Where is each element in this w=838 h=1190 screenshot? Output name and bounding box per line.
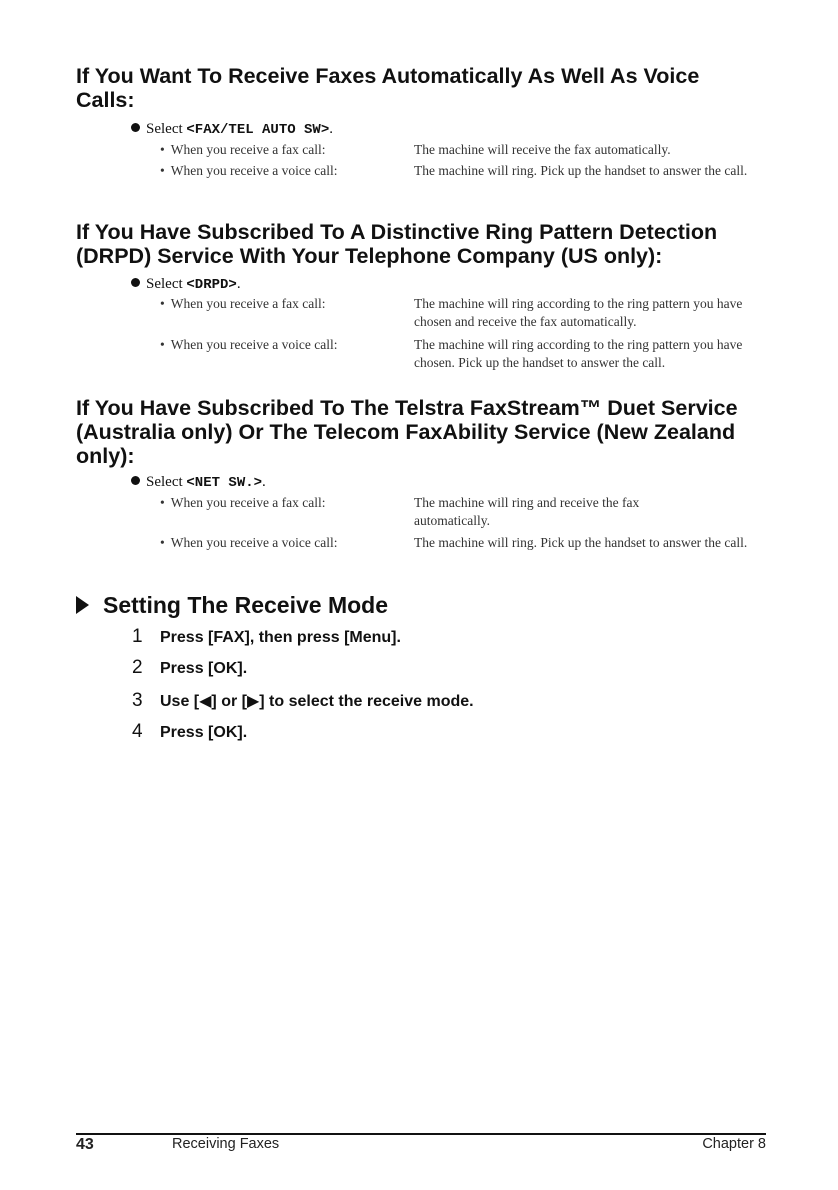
footer-chapter: Chapter 8	[702, 1136, 766, 1152]
select-suffix: .	[236, 276, 241, 292]
heading-line: (DRPD) Service With Your Telephone Company (US only):	[76, 244, 663, 268]
bullet-dot-icon	[131, 278, 140, 287]
step-number: 4	[132, 721, 143, 742]
select-suffix: .	[262, 474, 266, 490]
procedure-step	[132, 690, 474, 713]
case-result: The machine will receive the fax automatically.	[414, 142, 671, 157]
triangle-arrow-icon	[76, 596, 89, 614]
step-text: Use [◀] or [▶] to select the receive mode.	[160, 693, 474, 710]
case-condition: • When you receive a voice call:	[160, 534, 338, 552]
procedure-step	[132, 626, 401, 649]
case-condition: • When you receive a fax call:	[160, 295, 326, 313]
case-result: The machine will ring according to the ring pattern you have chosen. Pick up the handset to answer the call.	[414, 337, 743, 370]
select-code: <FAX/TEL AUTO SW>	[186, 122, 330, 138]
case-result: The machine will ring. Pick up the handset to answer the call.	[414, 163, 748, 178]
heading-line: (Australia only) Or The Telecom FaxAbility Service (New Zealand	[76, 420, 736, 444]
step-text: Press [FAX], then press [Menu].	[160, 629, 401, 646]
step-number: 2	[132, 657, 143, 678]
case-result: The machine will ring according to the ring pattern you have chosen and receive the fax automatically.	[414, 296, 743, 329]
case-condition: • When you receive a voice call:	[160, 336, 338, 354]
case-result: The machine will ring and receive the fax automatically.	[414, 495, 640, 528]
select-instruction	[131, 473, 266, 492]
section-1-heading	[76, 64, 776, 112]
bullet-dot-icon	[131, 123, 140, 132]
select-suffix: .	[329, 121, 333, 137]
bullet-dot-icon	[131, 476, 140, 485]
step-text: Press [OK].	[160, 660, 248, 677]
step-text: Press [OK].	[160, 724, 248, 741]
section-3-heading	[76, 396, 776, 468]
case-result: The machine will ring. Pick up the handset to answer the call.	[414, 535, 748, 550]
heading-line: If You Want To Receive Faxes Automatically As Well As Voice	[76, 64, 700, 88]
section-2-heading	[76, 220, 776, 268]
select-prefix: Select	[146, 121, 187, 137]
case-condition: • When you receive a fax call:	[160, 141, 326, 159]
select-instruction	[131, 275, 241, 294]
procedure-step	[132, 721, 247, 744]
procedure-title-text: Setting The Receive Mode	[103, 592, 389, 618]
step-number: 1	[132, 626, 143, 647]
select-prefix: Select	[146, 474, 187, 490]
procedure-title	[76, 590, 388, 620]
heading-line: only):	[76, 444, 135, 468]
select-prefix: Select	[146, 276, 187, 292]
procedure-step	[132, 657, 247, 680]
case-condition: • When you receive a fax call:	[160, 494, 326, 512]
case-condition: • When you receive a voice call:	[160, 162, 338, 180]
heading-line: If You Have Subscribed To A Distinctive Ring Pattern Detection	[76, 220, 718, 244]
footer-section-name: Receiving Faxes	[172, 1136, 280, 1152]
select-instruction	[131, 120, 333, 139]
heading-line: If You Have Subscribed To The Telstra FaxStream™ Duet Service	[76, 396, 738, 420]
page-number: 43	[76, 1136, 94, 1153]
footer-divider	[76, 1133, 766, 1135]
heading-line: Calls:	[76, 88, 135, 112]
select-code: <DRPD>	[186, 277, 237, 293]
step-number: 3	[132, 690, 143, 711]
select-code: <NET SW.>	[186, 475, 263, 491]
